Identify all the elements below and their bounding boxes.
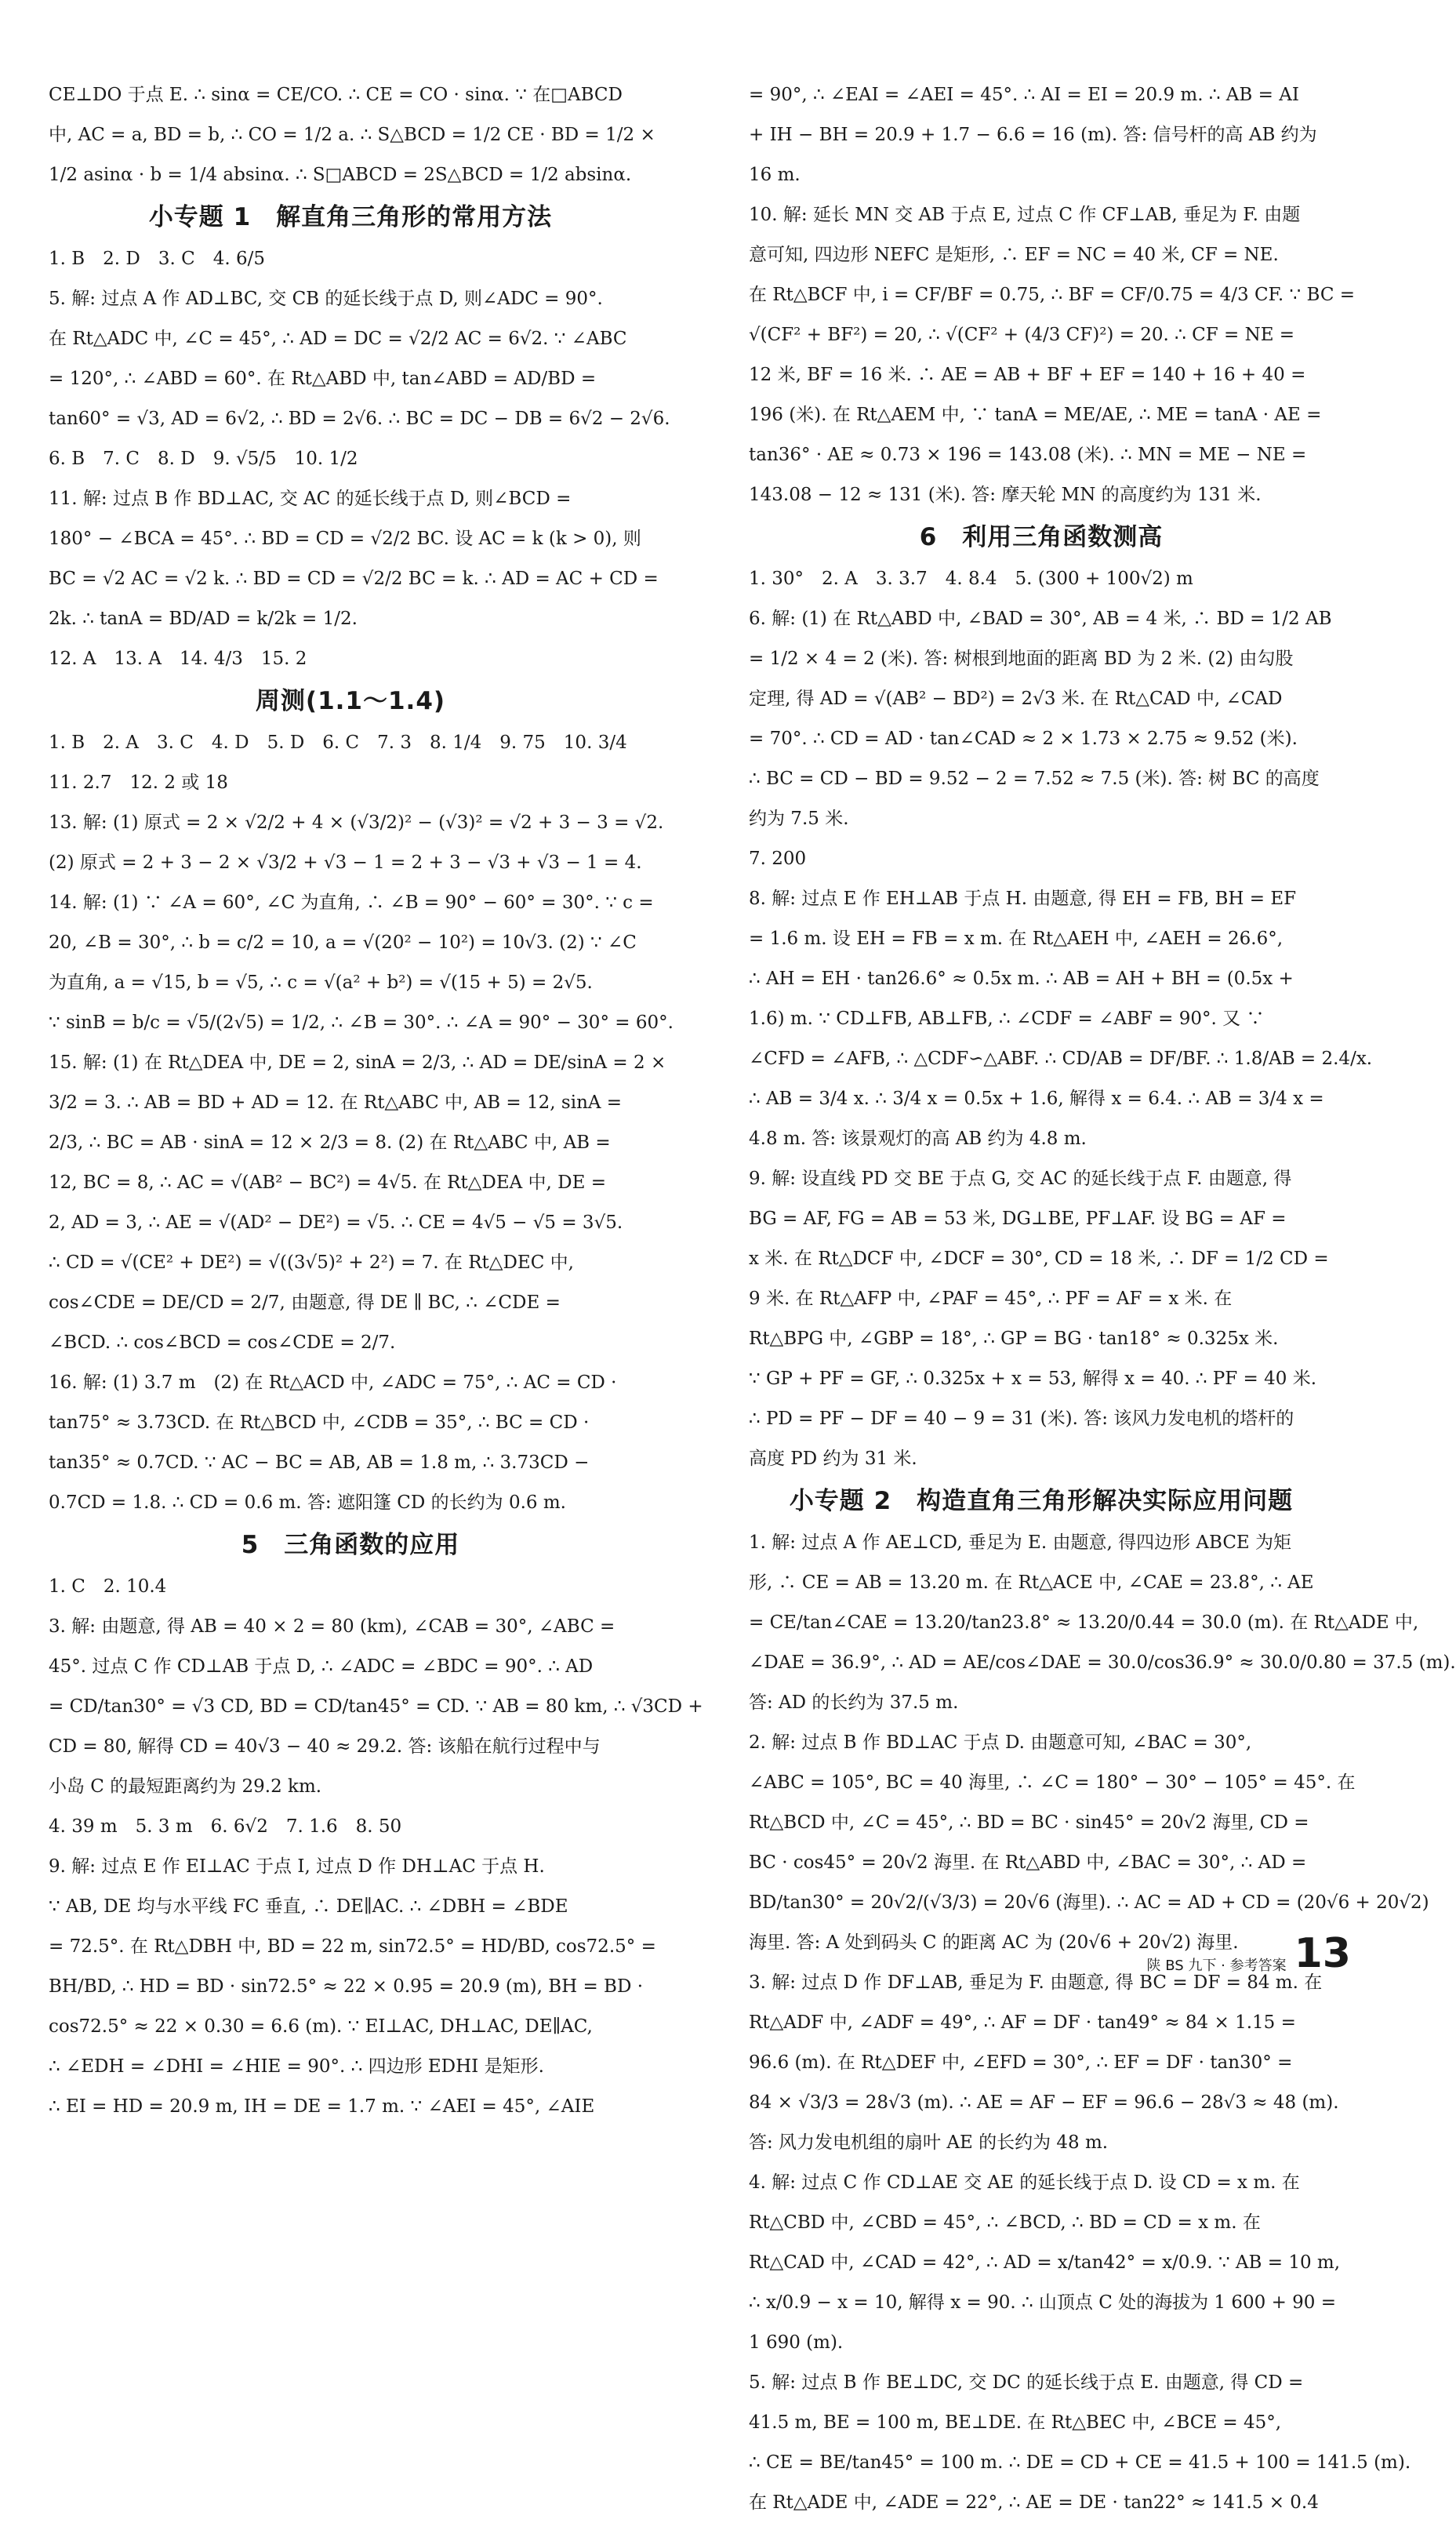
answer-line: 0.7CD = 1.8. ∴ CD = 0.6 m. 答: 遮阳篷 CD 的长约为 0.6 m. [49, 1492, 566, 1513]
answer-line: 11. 解: 过点 B 作 BD⊥AC, 交 AC 的延长线于点 D, 则∠BCD = [49, 489, 572, 509]
section-title: 小专题 1 解直角三角形的常用方法 [148, 203, 553, 231]
answer-line: 在 Rt△ADE 中, ∠ADE = 22°, ∴ AE = DE · tan22° ≈ 141.5 × 0.4 [749, 2492, 1319, 2513]
answer-line: ∴ x/0.9 − x = 10, 解得 x = 90. ∴ 山顶点 C 处的海拔为 1 600 + 90 = [749, 2292, 1337, 2313]
answer-line: (2) 原式 = 2 + 3 − 2 × √3/2 + √3 − 1 = 2 + 3 − √3 + √3 − 1 = 4. [49, 853, 642, 873]
answer-line: 2/3, ∴ BC = AB · sinA = 12 × 2/3 = 8. (2) 在 Rt△ABC 中, AB = [49, 1132, 611, 1153]
answer-line: 16 m. [749, 165, 801, 185]
answer-line: BG = AF, FG = AB = 53 米, DG⊥BE, PF⊥AF. 设 BG = AF = [749, 1209, 1287, 1229]
answer-line: 1.6) m. ∵ CD⊥FB, AB⊥FB, ∴ ∠CDF = ∠ABF = 90°. 又 ∵ [749, 1009, 1265, 1029]
answer-line: ∴ CD = √(CE² + DE²) = √((3√5)² + 2²) = 7. 在 Rt△DEC 中, [49, 1252, 574, 1273]
answer-line: ∵ sinB = b/c = √5/(2√5) = 1/2, ∴ ∠B = 30°. ∴ ∠A = 90° − 30° = 60°. [49, 1012, 674, 1033]
answer-line: cos∠CDE = DE/CD = 2/7, 由题意, 得 DE ∥ BC, ∴ ∠CDE = [49, 1292, 561, 1313]
answer-line: = 1.6 m. 设 EH = FB = x m. 在 Rt△AEH 中, ∠AEH = 26.6°, [749, 929, 1284, 949]
right-column [749, 75, 1456, 2523]
answer-line: ∴ ∠EDH = ∠DHI = ∠HIE = 90°. ∴ 四边形 EDHI 是矩形. [49, 2056, 544, 2077]
answer-line: 5. 解: 过点 A 作 AD⊥BC, 交 CB 的延长线于点 D, 则∠ADC = 90°. [49, 289, 603, 309]
answer-line: ∴ EI = HD = 20.9 m, IH = DE = 1.7 m. ∵ ∠AEI = 45°, ∠AIE [49, 2096, 595, 2117]
answer-line: Rt△ADF 中, ∠ADF = 49°, ∴ AF = DF · tan49° ≈ 84 × 1.15 = [749, 2012, 1296, 2033]
answer-line: ∴ AH = EH · tan26.6° ≈ 0.5x m. ∴ AB = AH + BH = (0.5x + [749, 969, 1294, 989]
answer-line: ∠DAE = 36.9°, ∴ AD = AE/cos∠DAE = 30.0/cos36.9° ≈ 30.0/0.80 = 37.5 (m). [749, 1652, 1456, 1673]
answer-line: 9. 解: 过点 E 作 EI⊥AC 于点 I, 过点 D 作 DH⊥AC 于点 H. [49, 1856, 545, 1877]
answer-line: tan60° = √3, AD = 6√2, ∴ BD = 2√6. ∴ BC = DC − DB = 6√2 − 2√6. [49, 409, 670, 429]
answer-line: 1. 解: 过点 A 作 AE⊥CD, 垂足为 E. 由题意, 得四边形 ABCE 为矩 [749, 1532, 1292, 1553]
answer-line: 1/2 asinα · b = 1/4 absinα. ∴ S□ABCD = 2S△BCD = 1/2 absinα. [49, 165, 632, 185]
answer-line: BD/tan30° = 20√2/(√3/3) = 20√6 (海里). ∴ AC = AD + CD = (20√6 + 20√2) [749, 1892, 1429, 1913]
answer-line: 高度 PD 约为 31 米. [749, 1449, 917, 1469]
page-footer [1147, 1932, 1351, 1976]
answer-line: 3. 解: 过点 D 作 DF⊥AB, 垂足为 F. 由题意, 得 BC = DF = 84 m. 在 [749, 1972, 1323, 1993]
answer-line: 为直角, a = √15, b = √5, ∴ c = √(a² + b²) = √(15 + 5) = 2√5. [49, 972, 593, 993]
section-title: 5 三角函数的应用 [241, 1531, 460, 1559]
answer-line: ∴ PD = PF − DF = 40 − 9 = 31 (米). 答: 该风力发电机的塔杆的 [749, 1409, 1294, 1429]
answer-line: 在 Rt△ADC 中, ∠C = 45°, ∴ AD = DC = √2/2 AC = 6√2. ∵ ∠ABC [49, 329, 627, 349]
answer-line: 1. C 2. 10.4 [49, 1576, 167, 1597]
answer-line: = 70°. ∴ CD = AD · tan∠CAD ≈ 2 × 1.73 × 2.75 ≈ 9.52 (米). [749, 729, 1298, 749]
answer-line: 1. B 2. D 3. C 4. 6/5 [49, 249, 265, 269]
answer-line: 6. 解: (1) 在 Rt△ABD 中, ∠BAD = 30°, AB = 4 米, ∴ BD = 1/2 AB [749, 609, 1332, 629]
answer-line: ∴ CE = BE/tan45° = 100 m. ∴ DE = CD + CE = 41.5 + 100 = 141.5 (m). [749, 2452, 1411, 2473]
answer-line: 84 × √3/3 = 28√3 (m). ∴ AE = AF − EF = 96.6 − 28√3 ≈ 48 (m). [749, 2092, 1339, 2113]
answer-line: BC · cos45° = 20√2 海里. 在 Rt△ABD 中, ∠BAC = 30°, ∴ AD = [749, 1852, 1307, 1873]
answer-line: 答: 风力发电机组的扇叶 AE 的长约为 48 m. [749, 2132, 1109, 2153]
answer-line: √(CF² + BF²) = 20, ∴ √(CF² + (4/3 CF)²) = 20. ∴ CF = NE = [749, 325, 1295, 345]
answer-line: 13. 解: (1) 原式 = 2 × √2/2 + 4 × (√3/2)² − (√3)² = √2 + 3 − 3 = √2. [49, 813, 664, 833]
answer-line: 4. 解: 过点 C 作 CD⊥AE 交 AE 的延长线于点 D. 设 CD = x m. 在 [749, 2172, 1300, 2193]
answer-line: 答: AD 的长约为 37.5 m. [749, 1692, 959, 1713]
answer-line: 3. 解: 由题意, 得 AB = 40 × 2 = 80 (km), ∠CAB = 30°, ∠ABC = [49, 1616, 615, 1637]
answer-line: 11. 2.7 12. 2 或 18 [49, 773, 228, 793]
answer-line: 2, AD = 3, ∴ AE = √(AD² − DE²) = √5. ∴ CE = 4√5 − √5 = 3√5. [49, 1212, 623, 1233]
answer-line: 2k. ∴ tanA = BD/AD = k/2k = 1/2. [49, 609, 358, 629]
answer-line: = 120°, ∴ ∠ABD = 60°. 在 Rt△ABD 中, tan∠ABD = AD/BD = [49, 369, 597, 389]
answer-line: 2. 解: 过点 B 作 BD⊥AC 于点 D. 由题意可知, ∠BAC = 30°, [749, 1732, 1252, 1753]
answer-line: 143.08 − 12 ≈ 131 (米). 答: 摩天轮 MN 的高度约为 131 米. [749, 485, 1262, 505]
answer-line: CD = 80, 解得 CD = 40√3 − 40 ≈ 29.2. 答: 该船在航行过程中与 [49, 1736, 601, 1757]
answer-line: cos72.5° ≈ 22 × 0.30 = 6.6 (m). ∵ EI⊥AC, DH⊥AC, DE∥AC, [49, 2016, 593, 2037]
answer-line: = CD/tan30° = √3 CD, BD = CD/tan45° = CD. ∵ AB = 80 km, ∴ √3CD + [49, 1696, 703, 1717]
answer-line: 41.5 m, BE = 100 m, BE⊥DE. 在 Rt△BEC 中, ∠BCE = 45°, [749, 2412, 1282, 2433]
answer-line: 20, ∠B = 30°, ∴ b = c/2 = 10, a = √(20² − 10²) = 10√3. (2) ∵ ∠C [49, 932, 637, 953]
answer-line: 6. B 7. C 8. D 9. √5/5 10. 1/2 [49, 449, 358, 469]
answer-line: 14. 解: (1) ∵ ∠A = 60°, ∠C 为直角, ∴ ∠B = 90° − 60° = 30°. ∵ c = [49, 893, 654, 913]
answer-line: ∠ABC = 105°, BC = 40 海里, ∴ ∠C = 180° − 30° − 105° = 45°. 在 [749, 1772, 1356, 1793]
answer-line: 10. 解: 延长 MN 交 AB 于点 E, 过点 C 作 CF⊥AB, 垂足为 F. 由题 [749, 205, 1301, 225]
answer-line: ∵ AB, DE 均与水平线 FC 垂直, ∴ DE∥AC. ∴ ∠DBH = ∠BDE [49, 1896, 568, 1917]
answer-line: tan75° ≈ 3.73CD. 在 Rt△BCD 中, ∠CDB = 35°, ∴ BC = CD · [49, 1412, 590, 1433]
answer-line: 4. 39 m 5. 3 m 6. 6√2 7. 1.6 8. 50 [49, 1816, 402, 1837]
answer-line: 约为 7.5 米. [749, 809, 849, 829]
answer-line: ∴ AB = 3/4 x. ∴ 3/4 x = 0.5x + 1.6, 解得 x = 6.4. ∴ AB = 3/4 x = [749, 1089, 1324, 1109]
answer-line: 12 米, BF = 16 米. ∴ AE = AB + BF + EF = 140 + 16 + 40 = [749, 365, 1306, 385]
answer-line: 7. 200 [749, 849, 807, 869]
answer-line: Rt△BPG 中, ∠GBP = 18°, ∴ GP = BG · tan18° ≈ 0.325x 米. [749, 1329, 1279, 1349]
answer-line: 1 690 (m). [749, 2332, 844, 2353]
answer-line: tan35° ≈ 0.7CD. ∵ AC − BC = AB, AB = 1.8 m, ∴ 3.73CD − [49, 1452, 590, 1473]
answer-line: x 米. 在 Rt△DCF 中, ∠DCF = 30°, CD = 18 米, ∴ DF = 1/2 CD = [749, 1249, 1329, 1269]
answer-line: ∠BCD. ∴ cos∠BCD = cos∠CDE = 2/7. [49, 1332, 396, 1353]
footer-label: 陕 BS 九下 · 参考答案 [1146, 1958, 1287, 1974]
answer-line: ∴ BC = CD − BD = 9.52 − 2 = 7.52 ≈ 7.5 (米). 答: 树 BC 的高度 [749, 769, 1320, 789]
answer-line: = 90°, ∴ ∠EAI = ∠AEI = 45°. ∴ AI = EI = 20.9 m. ∴ AB = AI [749, 85, 1299, 105]
answer-line: 15. 解: (1) 在 Rt△DEA 中, DE = 2, sinA = 2/3, ∴ AD = DE/sinA = 2 × [49, 1052, 666, 1073]
answer-line: 196 (米). 在 Rt△AEM 中, ∵ tanA = ME/AE, ∴ ME = tanA · AE = [749, 405, 1322, 425]
answer-line: = 72.5°. 在 Rt△DBH 中, BD = 22 m, sin72.5° = HD/BD, cos72.5° = [49, 1936, 656, 1957]
answer-line: ∠CFD = ∠AFB, ∴ △CDF∽△ABF. ∴ CD/AB = DF/BF. ∴ 1.8/AB = 2.4/x. [749, 1049, 1373, 1069]
answer-line: tan36° · AE ≈ 0.73 × 196 = 143.08 (米). ∴ MN = ME − NE = [749, 445, 1307, 465]
answer-line: CE⊥DO 于点 E. ∴ sinα = CE/CO. ∴ CE = CO · sinα. ∵ 在□ABCD [49, 85, 623, 105]
section-title: 小专题 2 构造直角三角形解决实际应用问题 [789, 1487, 1294, 1515]
answer-line: BH/BD, ∴ HD = BD · sin72.5° ≈ 22 × 0.95 = 20.9 (m), BH = BD · [49, 1976, 644, 1997]
answer-line: = 1/2 × 4 = 2 (米). 答: 树根到地面的距离 BD 为 2 米. (2) 由勾股 [749, 649, 1294, 669]
answer-line: 16. 解: (1) 3.7 m (2) 在 Rt△ACD 中, ∠ADC = 75°, ∴ AC = CD · [49, 1372, 617, 1393]
answer-line: = CE/tan∠CAE = 13.20/tan23.8° ≈ 13.20/0.44 = 30.0 (m). 在 Rt△ADE 中, [749, 1612, 1419, 1633]
answer-line: 96.6 (m). 在 Rt△DEF 中, ∠EFD = 30°, ∴ EF = DF · tan30° = [749, 2052, 1293, 2073]
answer-line: 9. 解: 设直线 PD 交 BE 于点 G, 交 AC 的延长线于点 F. 由题意, 得 [749, 1169, 1292, 1189]
answer-line: 1. B 2. A 3. C 4. D 5. D 6. C 7. 3 8. 1/4 9. 75 10. 3/4 [49, 733, 627, 753]
answer-line: 4.8 m. 答: 该景观灯的高 AB 约为 4.8 m. [749, 1129, 1087, 1149]
answer-line: Rt△CAD 中, ∠CAD = 42°, ∴ AD = x/tan42° = x/0.9. ∵ AB = 10 m, [749, 2252, 1341, 2273]
answer-line: 45°. 过点 C 作 CD⊥AB 于点 D, ∴ ∠ADC = ∠BDC = 90°. ∴ AD [49, 1656, 594, 1677]
answer-line: 8. 解: 过点 E 作 EH⊥AB 于点 H. 由题意, 得 EH = FB, BH = EF [749, 889, 1297, 909]
answer-line: 1. 30° 2. A 3. 3.7 4. 8.4 5. (300 + 100√2) m [749, 569, 1193, 589]
answer-line: 5. 解: 过点 B 作 BE⊥DC, 交 DC 的延长线于点 E. 由题意, 得 CD = [749, 2372, 1304, 2393]
answer-line: 180° − ∠BCA = 45°. ∴ BD = CD = √2/2 BC. 设 AC = k (k > 0), 则 [49, 529, 641, 549]
answer-line: 意可知, 四边形 NEFC 是矩形, ∴ EF = NC = 40 米, CF = NE. [749, 245, 1279, 265]
answer-line: 9 米. 在 Rt△AFP 中, ∠PAF = 45°, ∴ PF = AF = x 米. 在 [749, 1289, 1233, 1309]
answer-line: 在 Rt△BCF 中, i = CF/BF = 0.75, ∴ BF = CF/0.75 = 4/3 CF. ∵ BC = [749, 285, 1356, 305]
left-column [49, 75, 703, 2127]
section-title: 周测(1.1～1.4) [255, 687, 446, 715]
answer-line: 12, BC = 8, ∴ AC = √(AB² − BC²) = 4√5. 在 Rt△DEA 中, DE = [49, 1172, 606, 1193]
answer-line: 3/2 = 3. ∴ AB = BD + AD = 12. 在 Rt△ABC 中, AB = 12, sinA = [49, 1092, 623, 1113]
answer-line: BC = √2 AC = √2 k. ∴ BD = CD = √2/2 BC = k. ∴ AD = AC + CD = [49, 569, 659, 589]
answer-line: ∵ GP + PF = GF, ∴ 0.325x + x = 53, 解得 x = 40. ∴ PF = 40 米. [749, 1369, 1317, 1389]
answer-line: 小岛 C 的最短距离约为 29.2 km. [49, 1776, 322, 1797]
answer-line: 海里. 答: A 处到码头 C 的距离 AC 为 (20√6 + 20√2) 海里. [749, 1932, 1239, 1953]
answer-line: 定理, 得 AD = √(AB² − BD²) = 2√3 米. 在 Rt△CAD 中, ∠CAD [749, 689, 1283, 709]
answer-line: 中, AC = a, BD = b, ∴ CO = 1/2 a. ∴ S△BCD = 1/2 CE · BD = 1/2 × [49, 125, 655, 145]
answer-line: + IH − BH = 20.9 + 1.7 − 6.6 = 16 (m). 答: 信号杆的高 AB 约为 [749, 125, 1317, 145]
page-number: 13 [1294, 1930, 1351, 1977]
answer-line: Rt△BCD 中, ∠C = 45°, ∴ BD = BC · sin45° = 20√2 海里, CD = [749, 1812, 1309, 1833]
section-title: 6 利用三角函数测高 [919, 523, 1164, 551]
answer-line: 12. A 13. A 14. 4/3 15. 2 [49, 649, 307, 669]
answer-line: 形, ∴ CE = AB = 13.20 m. 在 Rt△ACE 中, ∠CAE = 23.8°, ∴ AE [749, 1572, 1314, 1593]
answer-line: Rt△CBD 中, ∠CBD = 45°, ∴ ∠BCD, ∴ BD = CD = x m. 在 [749, 2212, 1261, 2233]
